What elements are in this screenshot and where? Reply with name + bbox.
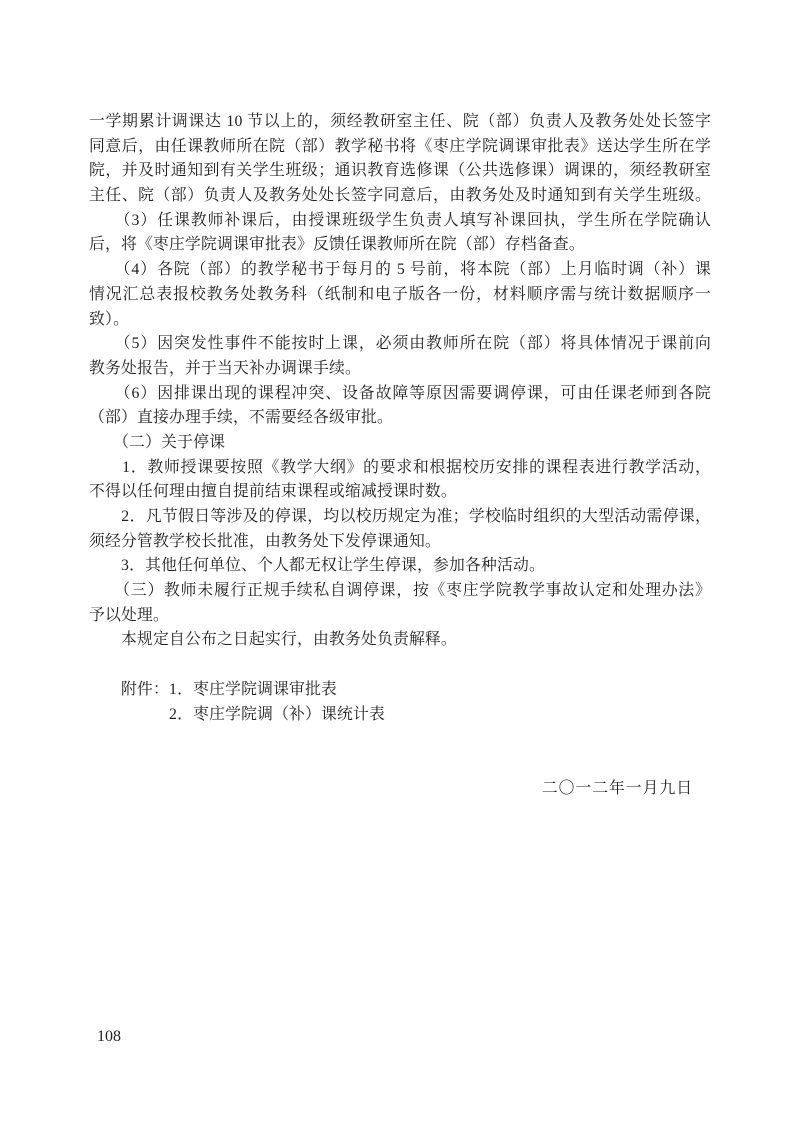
text-line: 1．教师授课要按照《教学大纲》的要求和根据校历安排的课程表进行教学活动，: [89, 458, 711, 476]
text-line: 主任、院（部）负责人及教务处处长签字同意后，由教务处及时通知到有关学生班级。: [89, 187, 711, 205]
signature-date: 二〇一二年一月九日: [541, 780, 693, 797]
text-line: （3）任课教师补课后，由授课班级学生负责人填写补课回执，学生所在学院确认: [89, 211, 711, 229]
text-line: 予以处理。: [89, 606, 169, 624]
text-line: 教务处报告，并于当天补办调课手续。: [89, 359, 361, 377]
document-body: [89, 110, 711, 727]
text-line: 同意后，由任课教师所在院（部）教学秘书将《枣庄学院调课审批表》送达学生所在学: [89, 137, 711, 155]
page-number: 108: [97, 1028, 121, 1045]
text-line: [89, 653, 711, 678]
text-line: 一学期累计调课达 10 节以上的，须经教研室主任、院（部）负责人及教务处处长签字: [89, 113, 711, 130]
text-line: 附件：1．枣庄学院调课审批表: [89, 680, 338, 698]
text-line: 3．其他任何单位、个人都无权让学生停课，参加各种活动。: [89, 557, 546, 575]
text-line: 2．凡节假日等涉及的停课，均以校历规定为准；学校临时组织的大型活动需停课，: [89, 508, 711, 525]
text-line: 致）。: [89, 310, 130, 328]
text-line: 后，将《枣庄学院调课审批表》反馈任课教师所在院（部）存档备查。: [89, 236, 585, 254]
text-line: （5）因突发性事件不能按时上课，必须由教师所在院（部）将具体情况于课前向: [89, 335, 711, 353]
text-line: 不得以任何理由擅自提前结束课程或缩减授课时数。: [89, 483, 457, 501]
text-line: 院，并及时通知到有关学生班级；通识教育选修课（公共选修课）调课的，须经教研室: [89, 162, 711, 180]
text-line: （二）关于停课: [89, 433, 226, 451]
text-line: （4）各院（部）的教学秘书于每月的 5 号前，将本院（部）上月临时调（补）课: [89, 261, 711, 279]
text-line: 情况汇总表报校教务处教务科（纸制和电子版各一份，材料顺序需与统计数据顺序一: [89, 285, 711, 303]
text-line: 须经分管教学校长批准，由教务处下发停课通知。: [89, 532, 441, 550]
text-line: 本规定自公布之日起实行，由教务处负责解释。: [89, 631, 457, 649]
text-line: （6）因排课出现的课程冲突、设备故障等原因需要调停课，可由任课老师到各院: [89, 384, 711, 402]
text-line: （部）直接办理手续，不需要经各级审批。: [89, 409, 393, 427]
text-line: 2．枣庄学院调（补）课统计表: [89, 705, 386, 723]
text-line: （三）教师未履行正规手续私自调停课，按《枣庄学院教学事故认定和处理办法》: [89, 582, 711, 600]
